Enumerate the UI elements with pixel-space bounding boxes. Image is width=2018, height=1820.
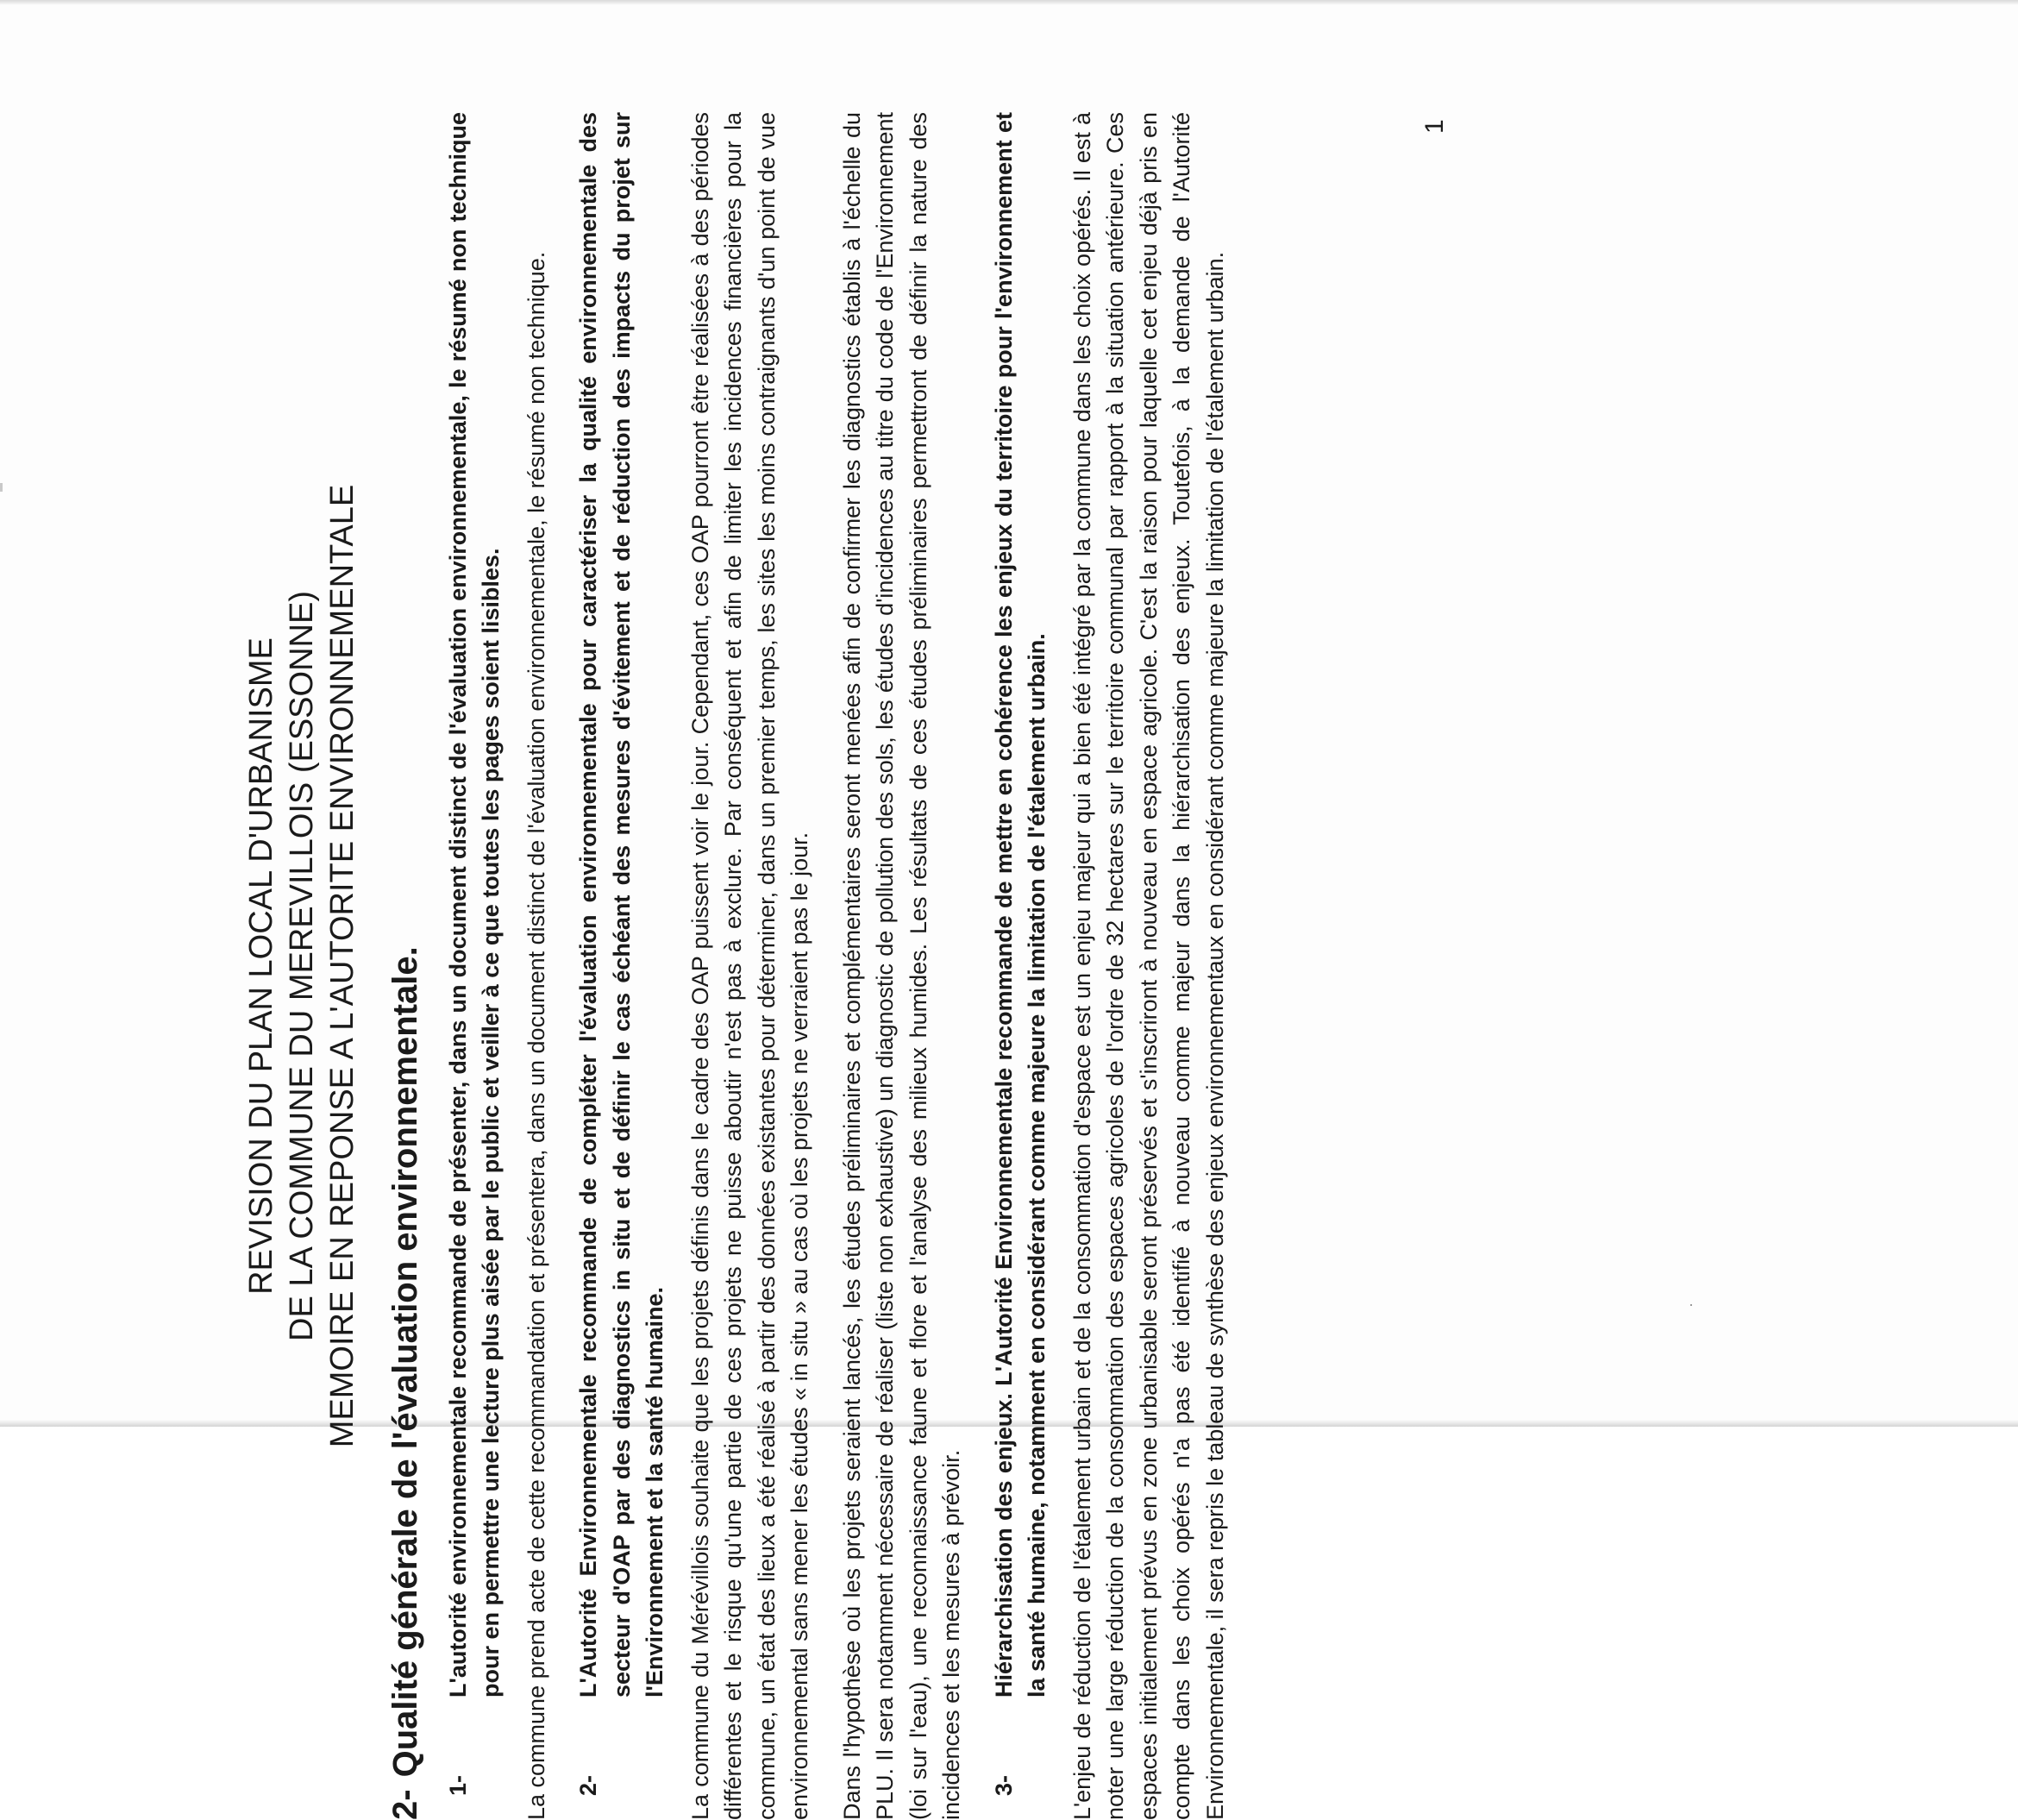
response-paragraph: La commune du Mérévillois souhaite que les projets définis dans le cadre des OAP puissent voir le jour. Cependant, ces OAP pourront être réalisées à des périodes différentes et le risque qu'une partie de ces projets ne puisse aboutir n'est pas à exclure. Par conséquent et afin de limiter les incidences financières pour la commune, un état des lieux a été réalisé à partir des données existantes pour déterminer, dans un premier temps, les sites les moins contraignants d'un point de vue environnemental sans mener les études « in situ » au cas où les projets ne verraient pas le jour. bbox=[686, 112, 812, 1820]
section-heading bbox=[386, 112, 424, 1820]
response-paragraph: L'enjeu de réduction de l'étalement urbain et de la consommation d'espace est un enjeu majeur qui a bien été intégré par la commune dans les choix opérés. Il est à noter une large réduction de la consommation des espaces agricoles de l'ordre de 32 hectares sur le territoire communal par rapport à la situation antérieure. Ces espaces initialement prévus en zone urbanisable seront préservés et s'inscriront à nouveau en espace agricole. C'est la raison pour laquelle cet enjeu déjà pris en compte dans les choix opérés n'a pas été identifié à nouveau comme majeur dans la hiérarchisation des enjeux. Toutefois, à la demande de l'Autorité Environnementale, il sera repris le tableau de synthèse des enjeux environnementaux en considérant comme majeure la limitation de l'étalement urbain. bbox=[1069, 112, 1228, 1820]
scan-mark bbox=[0, 483, 3, 492]
recommendation-3 bbox=[987, 112, 1054, 1820]
scan-speck bbox=[1690, 1304, 1692, 1306]
recommendation-number: 1- bbox=[444, 1774, 471, 1796]
title-line-3: MEMOIRE EN REPONSE A L'AUTORITE ENVIRONNEMENTALE bbox=[324, 484, 360, 1448]
title-line-2: DE LA COMMUNE DU MEREVILLOIS (ESSONNE) bbox=[284, 591, 320, 1341]
response-paragraph: Dans l'hypothèse où les projets seraient lancés, les études préliminaires et complémentaires seront menées afin de confirmer les diagnostics établis à l'échelle du PLU. Il sera notamment nécessaire de réaliser (liste non exhaustive) un diagnostic de pollution des sols, les études d'incidences au titre du code de l'Environnement (loi sur l'eau), une reconnaissance faune et flore et l'analyse des milieux humides. Les résultats de ces études préliminaires permettront de définir la nature des incidences et les mesures à prévoir. bbox=[838, 112, 964, 1820]
recommendation-heading: L'autorité environnementale recommande de présenter, dans un document distinct de l'évaluation environnementale, le résumé non technique pour en permettre une lecture plus aisée par le public et veiller à ce que toutes les pages soient lisibles. bbox=[444, 112, 504, 1698]
recommendation-number: 2- bbox=[575, 1774, 601, 1796]
recommendation-heading: L'Autorité Environnementale recommande de compléter l'évaluation environnementale pour caractériser la qualité environnementale des secteur d'OAP par des diagnostics in situ et de définir le cas échéant des mesures d'évitement et de réduction des impacts du projet sur l'Environnement et la santé humaine. bbox=[575, 112, 667, 1698]
scan-top-edge bbox=[0, 0, 2018, 5]
recommendation-2 bbox=[572, 112, 672, 1820]
recommendation-number: 3- bbox=[990, 1774, 1017, 1796]
recommendation-heading: Hiérarchisation des enjeux. L'Autorité Environnementale recommande de mettre en cohérence les enjeux du territoire pour l'environnement et la santé humaine, notamment en considérant comme majeure la limitation de l'étalement urbain. bbox=[990, 112, 1050, 1698]
document-page bbox=[241, 112, 1449, 1820]
response-paragraph: La commune prend acte de cette recommandation et présentera, dans un document distinct de l'évaluation environnementale, le résumé non technique. bbox=[523, 251, 549, 1820]
section-title: Qualité générale de l'évaluation environnementale. bbox=[386, 946, 424, 1778]
section-number: 2- bbox=[386, 1789, 424, 1820]
page-number: 1 bbox=[1420, 119, 1449, 134]
document-title bbox=[241, 112, 363, 1820]
recommendation-1 bbox=[442, 112, 508, 1820]
title-line-1: REVISION DU PLAN LOCAL D'URBANISME bbox=[243, 637, 279, 1295]
